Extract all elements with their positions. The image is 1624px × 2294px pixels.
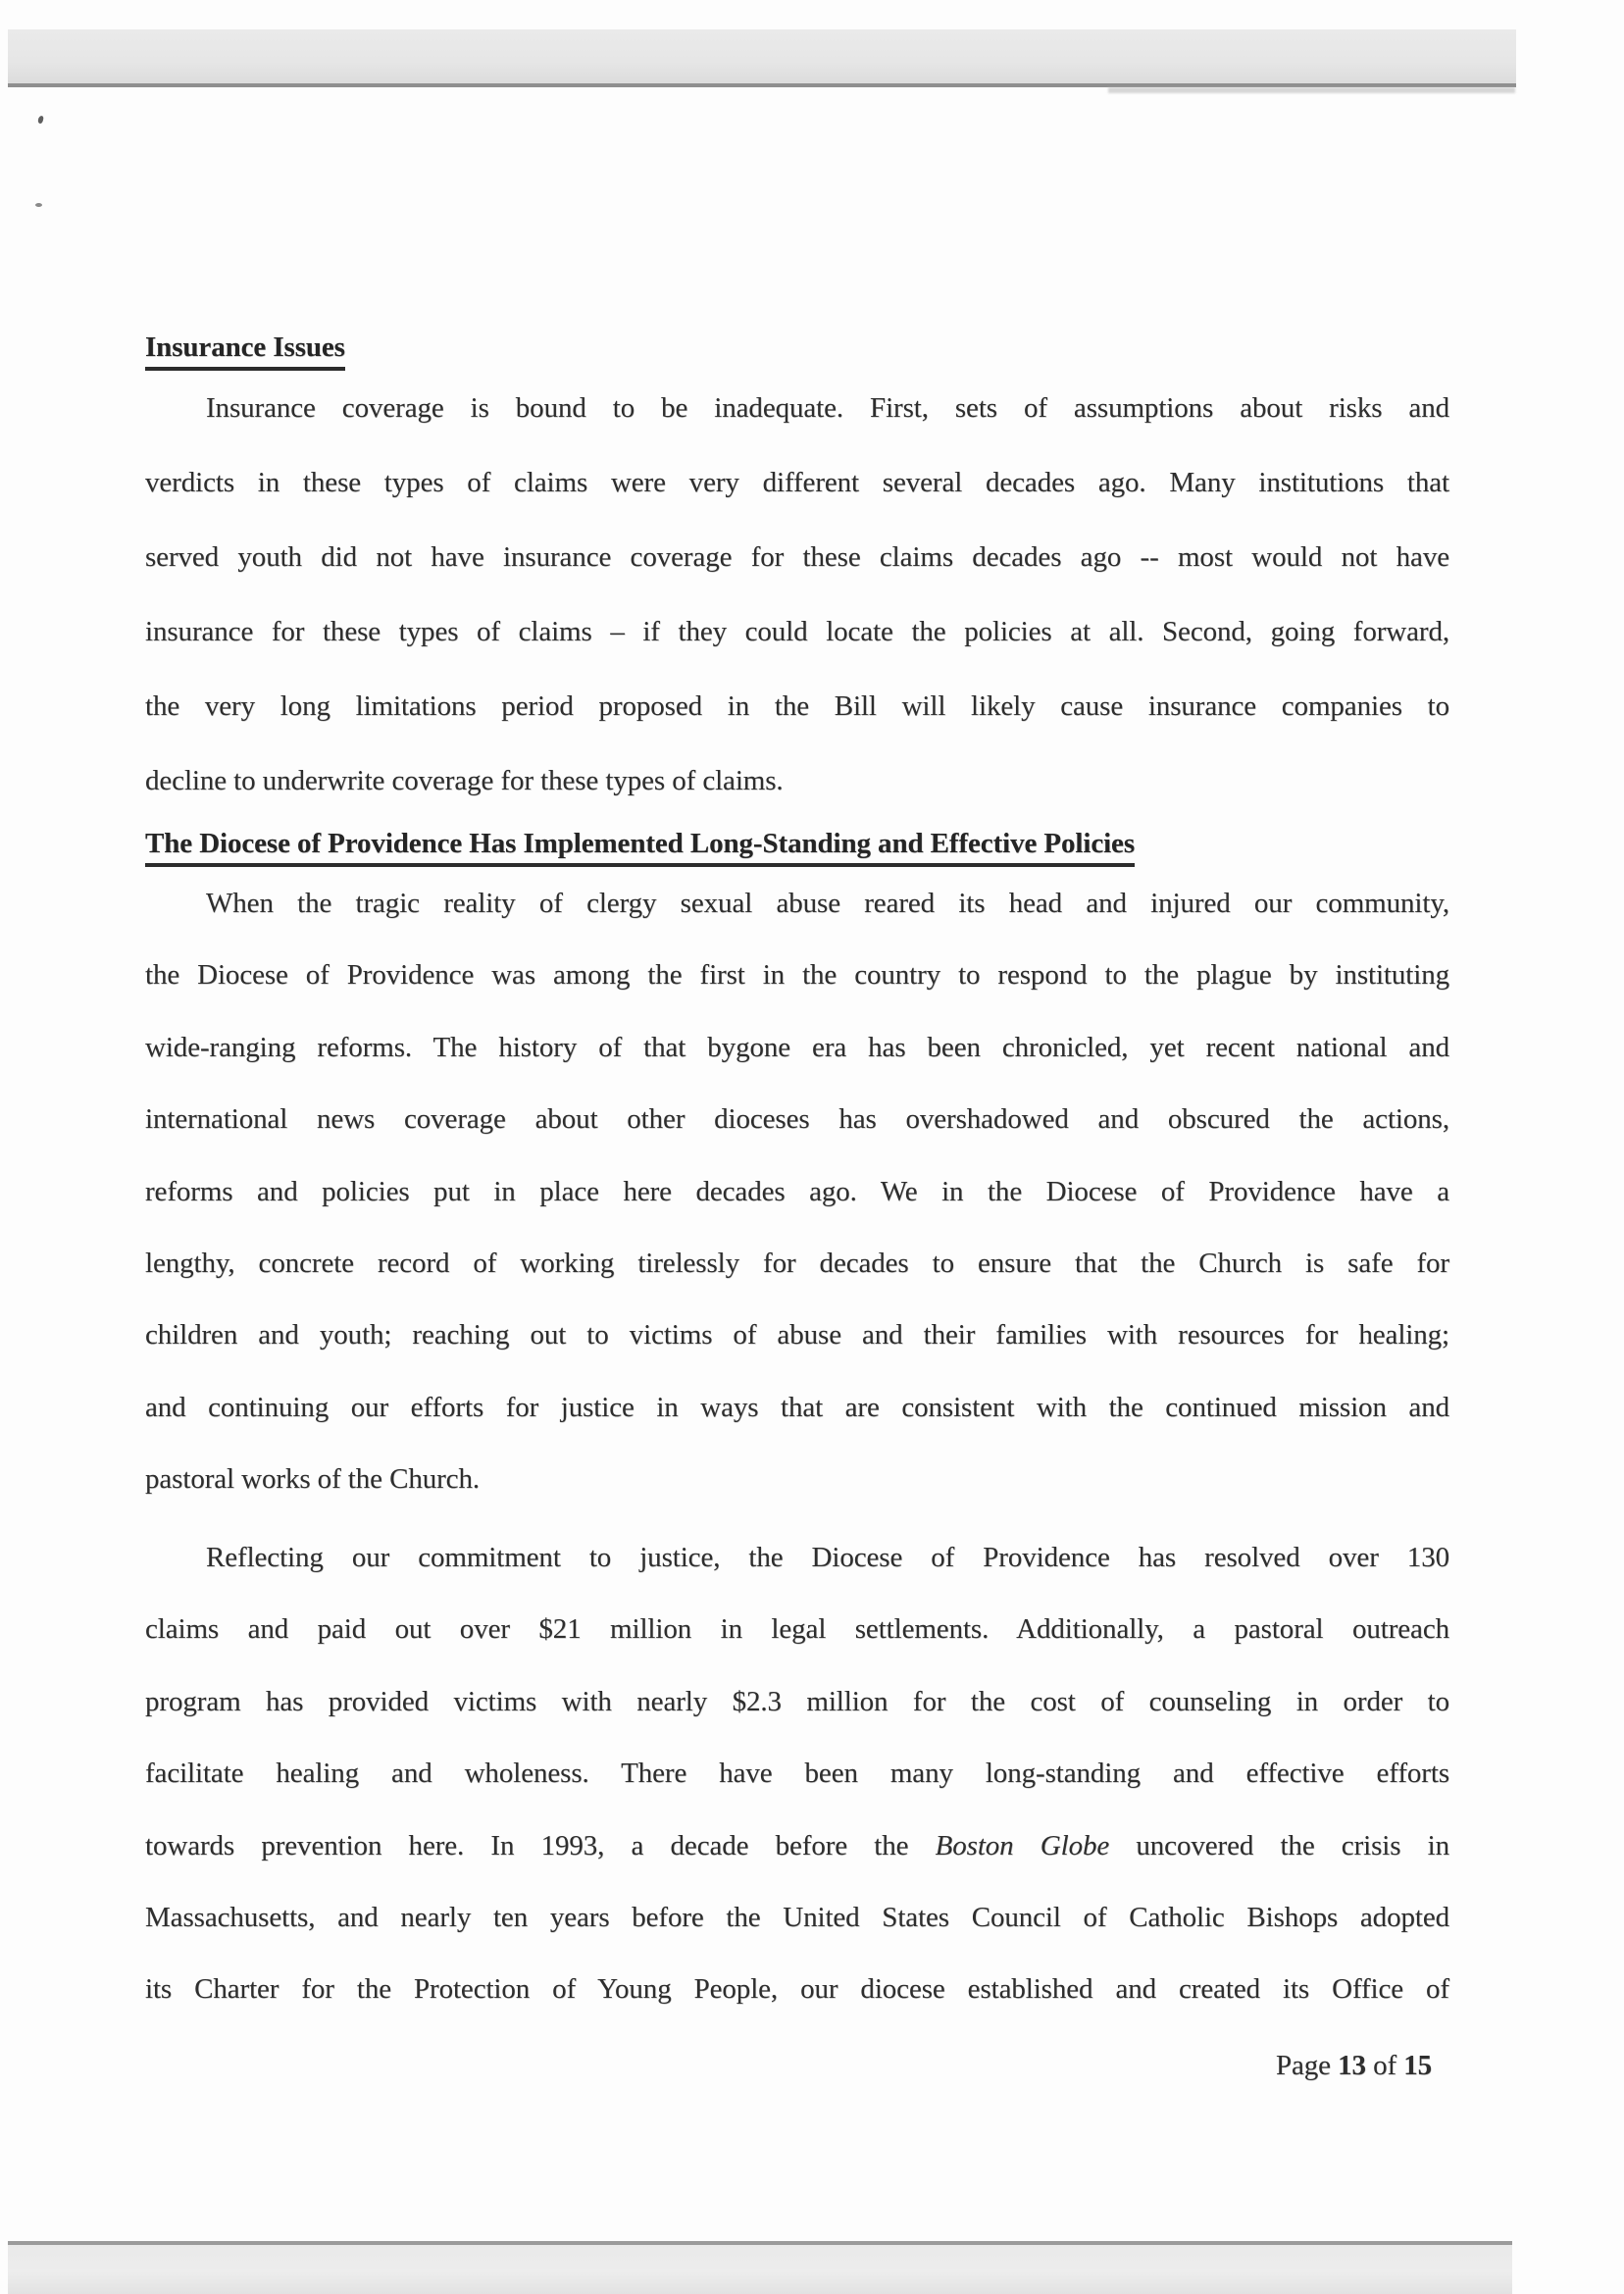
scan-speck — [35, 203, 42, 207]
text-line: children and youth; reaching out to victims of abuse and their families with resources for healing; — [145, 1319, 1449, 1351]
scanner-artifact-top-bar — [8, 29, 1516, 83]
text-line: the Diocese of Providence was among the first in the country to respond to the plague by instituting — [145, 959, 1449, 992]
text-segment: towards prevention here. In 1993, a decade before the — [145, 1829, 936, 1861]
italic-title-boston-globe: Boston Globe — [935, 1829, 1110, 1861]
footer-current-page: 13 — [1338, 2050, 1366, 2081]
text-line: served youth did not have insurance coverage for these claims decades ago -- most would not have — [145, 541, 1449, 573]
heading-text: Insurance Issues — [145, 331, 345, 371]
text-line: pastoral works of the Church. — [145, 1463, 480, 1496]
text-line: wide-ranging reforms. The history of that bygone era has been chronicled, yet recent national and — [145, 1031, 1449, 1063]
paragraph-diocese-response — [145, 887, 1449, 1535]
footer-page-word: Page — [1275, 2050, 1339, 2081]
text-line: program has provided victims with nearly $2.3 million for the cost of counseling in order to — [145, 1685, 1449, 1717]
text-line: and continuing our efforts for justice in ways that are consistent with the continued mission and — [145, 1391, 1449, 1423]
text-line: Reflecting our commitment to justice, the Diocese of Providence has resolved over 130 — [206, 1542, 1449, 1573]
text-line: the very long limitations period proposed in the Bill will likely cause insurance companies to — [145, 690, 1449, 722]
text-segment: uncovered the crisis in — [1109, 1829, 1449, 1861]
footer-of-word: of — [1365, 2050, 1404, 2081]
text-line: When the tragic reality of clergy sexual abuse reared its head and injured our community, — [206, 888, 1449, 919]
text-line: lengthy, concrete record of working tirelessly for decades to ensure that the Church is safe for — [145, 1247, 1449, 1279]
scanner-artifact-top-smudge — [1108, 87, 1515, 93]
text-line: its Charter for the Protection of Young People, our diocese established and created its Office of — [145, 1973, 1449, 2006]
text-line: reforms and policies put in place here decades ago. We in the Diocese of Providence have a — [145, 1175, 1449, 1207]
heading-text: The Diocese of Providence Has Implemented Long-Standing and Effective Policies — [145, 828, 1135, 867]
page-number-footer — [145, 2050, 1432, 2082]
text-line: Massachusetts, and nearly ten years before the United States Council of Catholic Bishops adopted — [145, 1901, 1449, 1933]
scanner-artifact-bottom-bar — [8, 2245, 1512, 2294]
text-line: international news coverage about other dioceses has overshadowed and obscured the actions, — [145, 1103, 1449, 1136]
text-line: verdicts in these types of claims were very different several decades ago. Many institutions that — [145, 467, 1449, 498]
text-line-with-italic — [145, 1829, 1449, 1901]
footer-total-pages: 15 — [1403, 2050, 1432, 2081]
text-line: decline to underwrite coverage for these types of claims. — [145, 765, 784, 796]
text-line: insurance for these types of claims – if they could locate the policies at all. Second, going forward, — [145, 616, 1449, 647]
section-heading-insurance-issues — [145, 331, 345, 371]
text-line: Insurance coverage is bound to be inadequate. First, sets of assumptions about risks and — [206, 392, 1449, 424]
section-heading-diocese-policies — [145, 828, 1135, 867]
scanner-artifact-bottom-bar-edge — [8, 2241, 1512, 2245]
paragraph-settlements — [145, 1541, 1449, 2045]
text-line: claims and paid out over $21 million in legal settlements. Additionally, a pastoral outreach — [145, 1613, 1449, 1646]
text-line: facilitate healing and wholeness. There have been many long-standing and effective efforts — [145, 1758, 1449, 1790]
paragraph-insurance — [145, 391, 1449, 839]
scan-speck — [37, 116, 44, 125]
